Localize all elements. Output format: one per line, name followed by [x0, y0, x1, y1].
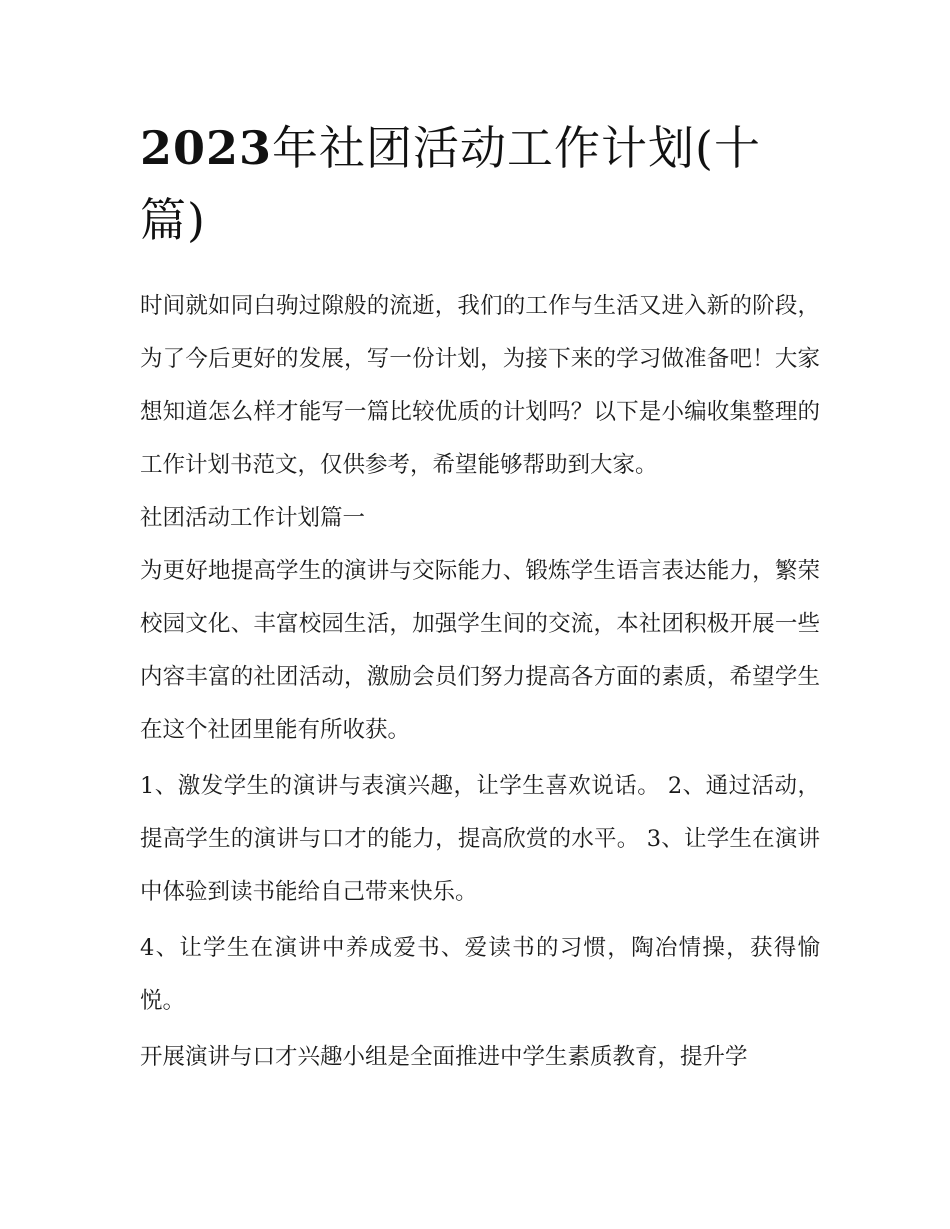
title-year: 2023: [140, 121, 273, 175]
closing-paragraph: 开展演讲与口才兴趣小组是全面推进中学生素质教育，提升学: [140, 1044, 748, 1070]
document-title: [140, 112, 820, 256]
section-heading: 社团活动工作计划篇一: [140, 505, 366, 531]
document-body: [140, 112, 820, 1084]
goal-four-paragraph: 4、让学生在演讲中养成爱书、爱读书的习惯，陶冶情操，获得愉悦。: [140, 935, 820, 1014]
purpose-paragraph: 为更好地提高学生的演讲与交际能力、锻炼学生语言表达能力，繁荣校园文化、丰富校园生活，加强学生间的交流，本社团积极开展一些内容丰富的社团活动，激励会员们努力提高各方面的素质，希望学生在这个社团里能有所收获。: [140, 558, 820, 743]
goals-paragraph: 1、激发学生的演讲与表演兴趣，让学生喜欢说话。 2、通过活动，提高学生的演讲与口才的能力，提高欣赏的水平。 3、让学生在演讲中体验到读书能给自己带来快乐。: [140, 773, 820, 905]
intro-paragraph: 时间就如同白驹过隙般的流逝，我们的工作与生活又进入新的阶段，为了今后更好的发展，写一份计划，为接下来的学习做准备吧！大家想知道怎么样才能写一篇比较优质的计划吗？以下是小编收集整理的工作计划书范文，仅供参考，希望能够帮助到大家。: [140, 293, 820, 478]
title-text: 年社团活动工作计划(十篇): [140, 121, 761, 247]
